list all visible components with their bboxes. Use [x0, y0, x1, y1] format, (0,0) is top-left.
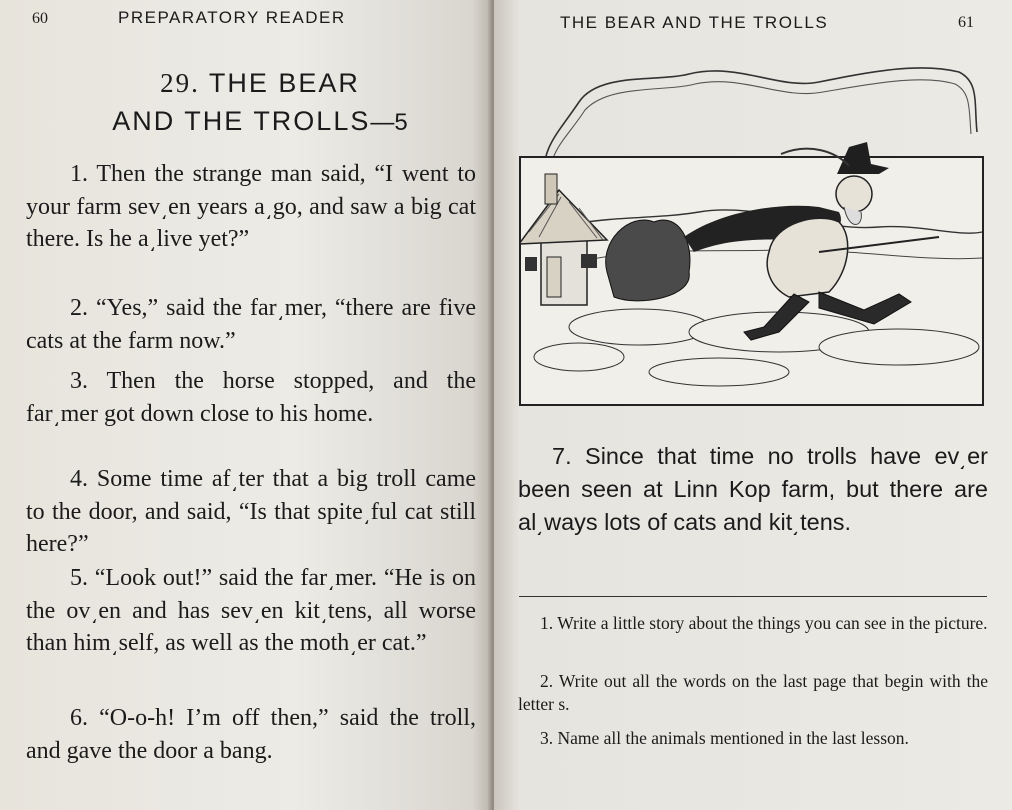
running-head-left: PREPARATORY READER — [118, 8, 346, 27]
running-head-right: THE BEAR AND THE TROLLS — [560, 13, 829, 32]
title-text-2: AND THE TROLLS — [112, 106, 371, 136]
paragraph-6 — [26, 702, 476, 767]
paragraph-text: “Look out!” said the far͵mer. “He is on the ov͵en and has sev͵en kit͵tens, all worse than him͵self, as well as the moth͵er cat.” — [26, 565, 476, 656]
paragraph-7 — [518, 440, 988, 539]
title-line-2 — [40, 102, 480, 142]
paragraph-text: “Yes,” said the far͵mer, “there are five cats at the farm now.” — [26, 295, 477, 354]
paragraph-text: “O-o-h! I’m off then,” said the troll, and gave the door a bang. — [26, 705, 476, 764]
lesson-title — [40, 64, 480, 142]
exercise-2 — [518, 670, 988, 716]
title-text-1: THE BEAR — [208, 68, 360, 98]
exercise-number: 2. — [540, 671, 554, 691]
paragraph-5 — [26, 562, 476, 660]
paragraph-text: Then the horse stopped, and the far͵mer got down close to his home. — [26, 368, 476, 427]
paragraph-number: 4. — [70, 466, 88, 492]
title-part-number: —5 — [370, 109, 408, 136]
paragraph-4 — [26, 463, 476, 561]
paragraph-2 — [26, 292, 476, 357]
exercise-text: Name all the animals mentioned in the last lesson. — [557, 728, 909, 748]
paragraph-text: Since that time no trolls have ev͵er been seen at Linn Kop farm, but there are al͵ways lots of cats and kit͵tens. — [518, 443, 989, 535]
lesson-number: 29. — [160, 68, 200, 98]
exercise-text: Write a little story about the things you can see in the picture. — [557, 613, 988, 633]
paragraph-number: 5. — [70, 565, 88, 591]
paragraph-1 — [26, 158, 476, 256]
paragraph-text: Then the strange man said, “I went to your farm sev͵en years a͵go, and saw a big cat there. Is he a͵live yet?” — [26, 161, 476, 252]
page-number-left: 60 — [32, 10, 48, 27]
divider-rule — [519, 596, 987, 597]
paragraph-text: Some time af͵ter that a big troll came to the door, and said, “Is that spite͵ful cat still here?” — [26, 466, 477, 557]
paragraph-number: 3. — [70, 368, 88, 394]
exercise-number: 3. — [540, 728, 554, 748]
paragraph-number: 7. — [552, 443, 572, 469]
left-page — [0, 0, 492, 810]
paragraph-number: 6. — [70, 705, 88, 731]
paragraph-number: 2. — [70, 295, 88, 321]
illustration-troll-running — [519, 62, 984, 407]
page-number-right: 61 — [958, 14, 974, 31]
paragraph-number: 1. — [70, 161, 88, 187]
exercise-1 — [518, 612, 988, 635]
exercise-number: 1. — [540, 613, 554, 633]
paragraph-3 — [26, 365, 476, 430]
title-line-1 — [40, 64, 480, 102]
exercise-3 — [518, 727, 988, 750]
exercise-text: Write out all the words on the last page that begin with the letter s. — [518, 671, 988, 714]
